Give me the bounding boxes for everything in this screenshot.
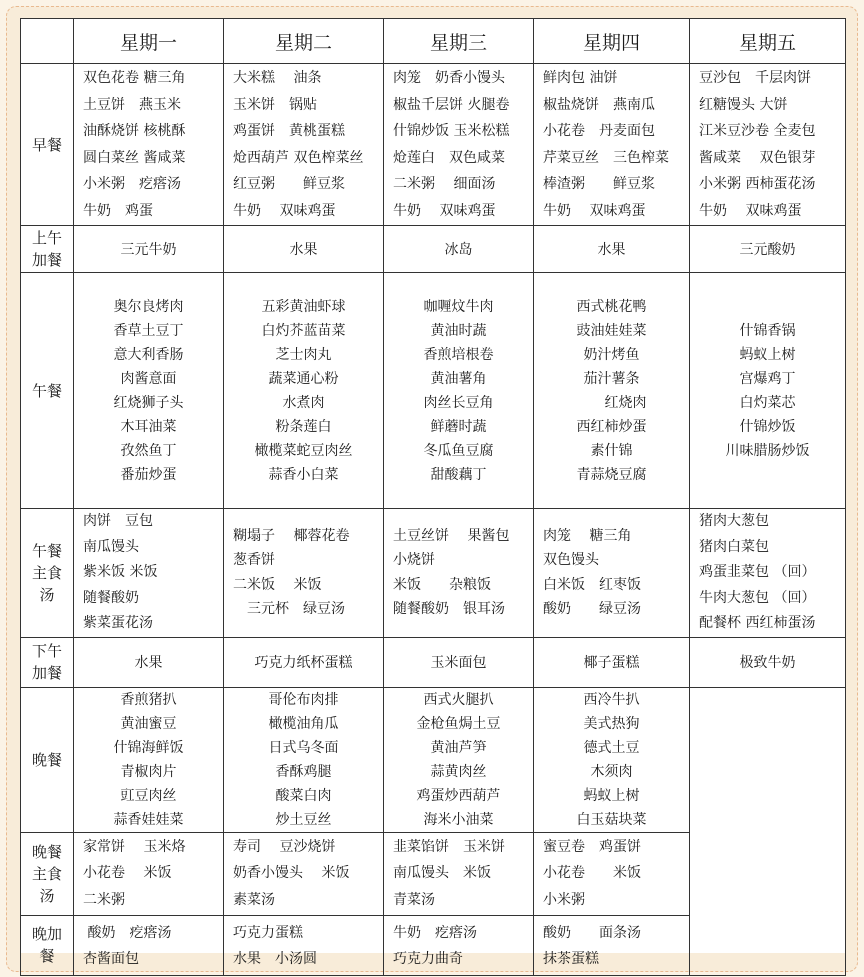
menu-item: 糊塌子 椰蓉花卷 [233,527,350,544]
meal-label [21,915,74,975]
dinner-cell [384,687,534,832]
menu-item: 炝西葫芦 双色榨菜丝 [233,149,364,166]
menu-item: 黄油芦笋 [430,739,487,756]
menu-item: 椒盐烧饼 燕南瓜 [543,96,655,113]
menu-item: 寿司 豆沙烧饼 [233,838,336,855]
menu-item: 肉笼 糖三角 [543,527,632,544]
menu-item: 葱香饼 [233,552,275,569]
menu-item: 豉油娃娃菜 [576,322,647,339]
am-snack-row [21,226,846,273]
pm-snack-cell: 椰子蛋糕 [534,637,690,687]
menu-item: 鸡蛋韭菜包 （回） [699,564,816,580]
menu-item: 宫爆鸡丁 [739,370,796,387]
menu-item: 咖喱炆牛肉 [423,298,494,315]
lunch-staple-cell [384,509,534,638]
lunch-cell [534,273,690,509]
menu-item: 素什锦 [590,442,633,459]
lunch-cell [384,273,534,509]
day-header: 星期四 [534,19,690,64]
meal-label [21,509,74,638]
lunch-cell [690,273,846,509]
pm-snack-cell: 玉米面包 [384,637,534,687]
dinner-staple-cell [224,832,384,915]
night-snack-cell [224,915,384,975]
pm-snack-row [21,637,846,687]
menu-item: 家常饼 玉米烙 [83,838,186,855]
menu-item: 冬瓜鱼豆腐 [423,442,494,459]
menu-item: 双色花卷 糖三角 [83,70,186,86]
lunch-cell [74,273,224,509]
menu-item: 海米小油菜 [423,811,494,828]
meal-label-line: 汤 [39,886,55,905]
menu-item: 肉笼 奶香小馒头 [393,70,505,86]
header-row [21,19,846,64]
menu-item: 牛奶 双味鸡蛋 [699,202,802,219]
menu-item: 小米粥 [543,891,585,908]
menu-item: 酸奶 疙瘩汤 [83,924,172,941]
breakfast-cell [74,64,224,226]
meal-label-line: 上午 [31,229,62,247]
menu-item: 美式热狗 [583,715,640,732]
menu-item: 酸菜白肉 [275,787,332,804]
menu-item: 芝士肉丸 [275,346,332,363]
menu-item: 红烧肉 [576,394,647,411]
dinner-staple-cell [74,832,224,915]
menu-item: 米饭 杂粮饭 [393,576,491,593]
menu-item: 猪肉大葱包 [699,513,769,529]
menu-item: 南瓜馒头 [83,538,139,555]
breakfast-cell [224,64,384,226]
menu-item: 白米饭 红枣饭 [543,576,641,593]
day-header: 星期二 [224,19,384,64]
menu-item: 牛奶 双味鸡蛋 [393,202,496,219]
menu-item: 二米粥 细面汤 [393,176,496,192]
menu-item: 青椒肉片 [120,763,177,780]
lunch-row [21,273,846,509]
meal-label-line: 汤 [39,585,55,604]
menu-item: 豆沙包 千层肉饼 [699,70,811,86]
menu-item: 小烧饼 [393,552,435,569]
menu-item: 紫菜蛋花汤 [83,615,153,631]
menu-item: 配餐杯 西红柿蛋汤 [699,615,816,631]
meal-label-line: 主食 [31,864,62,883]
menu-item: 江米豆沙卷 全麦包 [699,123,816,139]
pm-snack-cell: 水果 [74,637,224,687]
am-snack-cell: 冰岛 [384,226,534,273]
menu-item: 棒渣粥 鲜豆浆 [543,176,655,192]
menu-item: 酸奶 绿豆汤 [543,601,641,618]
menu-item: 甜酸藕丁 [430,466,487,483]
menu-item: 奶汁烤鱼 [583,346,640,363]
day-header: 星期一 [74,19,224,64]
menu-item: 粉条莲白 [275,418,332,435]
am-snack-cell: 水果 [534,226,690,273]
menu-item: 什锦海鲜饭 [113,739,184,756]
meal-label [21,226,74,273]
pm-snack-cell: 巧克力纸杯蛋糕 [224,637,384,687]
menu-item: 木须肉 [590,763,633,780]
menu-item: 香草土豆丁 [113,322,184,339]
menu-item: 牛奶 疙瘩汤 [393,924,477,941]
menu-item: 肉酱意面 [120,370,177,387]
menu-item: 白玉菇块菜 [576,811,647,828]
menu-item: 红糖馒头 大饼 [699,96,788,113]
menu-item: 小花卷 米饭 [543,865,641,882]
breakfast-row [21,64,846,226]
menu-item: 五彩黄油虾球 [261,298,346,315]
lunch-staple-cell [534,509,690,638]
menu-item: 金枪鱼焗土豆 [416,715,501,732]
menu-item: 鸡蛋炒西葫芦 [416,787,501,804]
corner-cell [21,19,74,64]
menu-item: 素菜汤 [233,891,275,908]
menu-item: 橄榄菜蛇豆肉丝 [254,442,353,459]
meal-label [21,832,74,915]
dinner-staple-cell [384,832,534,915]
meal-label-line: 主食 [31,563,62,582]
menu-item: 韭菜馅饼 玉米饼 [393,838,505,855]
menu-item: 二米饭 米饭 [233,576,322,593]
breakfast-cell [690,64,846,226]
menu-item: 南瓜馒头 米饭 [393,865,491,882]
menu-item: 二米粥 [83,891,125,908]
menu-item: 蒜香小白菜 [268,466,339,483]
menu-item: 水煮肉 [282,394,325,411]
menu-item: 小花卷 丹麦面包 [543,123,655,139]
menu-item: 木耳油菜 [120,418,177,435]
menu-item: 小米粥 疙瘩汤 [83,176,181,192]
meal-label-line: 晚餐 [31,842,62,861]
menu-item: 什锦炒饭 [739,418,796,435]
dinner-row [21,687,846,832]
menu-item: 蚂蚁上树 [583,787,640,804]
menu-item: 巧克力蛋糕 [233,924,303,941]
menu-item: 德式土豆 [583,739,640,756]
menu-item: 红烧狮子头 [113,394,184,411]
menu-item: 香煎猪扒 [120,691,177,708]
menu-item: 椒盐千层饼 火腿卷 [393,96,510,113]
menu-item: 白灼菜芯 [739,394,796,411]
menu-item: 巧克力曲奇 [393,951,463,967]
menu-item: 白灼芥蓝苗菜 [261,322,346,339]
menu-item: 小米粥 西柿蛋花汤 [699,176,816,192]
lunch-staple-cell [74,509,224,638]
menu-item: 鸡蛋饼 黄桃蛋糕 [233,123,345,139]
menu-item: 茄汁薯条 [583,370,640,387]
menu-sheet [20,18,845,967]
menu-item: 土豆丝饼 果酱包 [393,527,510,544]
dinner-cell [224,687,384,832]
menu-item: 酸奶 面条汤 [543,924,641,941]
dinner-cell [74,687,224,832]
menu-item: 西红柿炒蛋 [576,418,647,435]
menu-item: 香酥鸡腿 [275,763,332,780]
menu-item: 三元杯 绿豆汤 [233,601,345,618]
dinner-staple-cell [534,832,690,915]
menu-item: 双色馒头 [543,552,599,569]
meal-label-line: 下午 [31,642,62,660]
menu-item: 抹茶蛋糕 [543,951,599,967]
menu-item: 蚂蚁上树 [739,346,796,363]
menu-item: 蒜黄肉丝 [430,763,487,780]
menu-item: 牛奶 鸡蛋 [83,202,153,219]
menu-item: 奥尔良烤肉 [113,298,184,315]
menu-item: 孜然鱼丁 [120,442,177,459]
menu-item: 黄油时蔬 [430,322,487,339]
menu-item: 西冷牛扒 [583,691,640,708]
menu-item: 川味腊肠炒饭 [725,442,810,459]
meal-label: 午餐 [21,273,74,509]
night-snack-cell [384,915,534,975]
am-snack-cell: 水果 [224,226,384,273]
menu-item: 杏酱面包 [83,951,139,967]
menu-item: 水果 小汤圆 [233,951,317,967]
breakfast-cell [534,64,690,226]
dinner-cell [534,687,690,832]
menu-item: 酱咸菜 双色银芽 [699,149,816,166]
am-snack-cell: 三元酸奶 [690,226,846,273]
menu-item: 日式乌冬面 [268,739,339,756]
day-header: 星期五 [690,19,846,64]
breakfast-cell [384,64,534,226]
menu-item: 芹菜豆丝 三色榨菜 [543,149,669,166]
menu-item: 油酥烧饼 核桃酥 [83,123,186,139]
menu-item: 鲜肉包 油饼 [543,70,618,86]
lunch-cell [224,273,384,509]
menu-item: 青蒜烧豆腐 [576,466,647,483]
menu-item: 土豆饼 燕玉米 [83,96,181,113]
menu-item: 炝莲白 双色咸菜 [393,149,505,166]
menu-item: 圆白菜丝 酱咸菜 [83,149,186,166]
menu-item: 炒土豆丝 [275,811,332,828]
menu-item: 青菜汤 [393,891,435,908]
menu-item: 什锦炒饭 玉米松糕 [393,123,510,139]
menu-item: 奶香小馒头 米饭 [233,865,350,882]
meal-label-line: 晚加 [31,925,62,943]
meal-label-line: 午餐 [31,541,62,560]
menu-item: 肉饼 豆包 [83,513,153,529]
menu-item: 蒜香娃娃菜 [113,811,184,828]
lunch-staple-row [21,509,846,638]
am-snack-cell: 三元牛奶 [74,226,224,273]
menu-item: 橄榄油角瓜 [268,715,339,732]
menu-item: 随餐酸奶 [83,589,139,606]
menu-item: 红豆粥 鲜豆浆 [233,176,345,192]
meal-label-line: 餐 [39,947,55,965]
menu-item: 随餐酸奶 银耳汤 [393,601,505,618]
night-snack-cell [74,915,224,975]
weekly-menu-table [20,18,846,976]
menu-item: 牛肉大葱包 （回） [699,589,816,606]
menu-item: 牛奶 双味鸡蛋 [233,202,336,219]
menu-item: 小花卷 米饭 [83,865,172,882]
friday-evening-empty-cell [690,687,846,975]
day-header: 星期三 [384,19,534,64]
pm-snack-cell: 极致牛奶 [690,637,846,687]
menu-item: 黄油薯角 [430,370,487,387]
menu-item: 什锦香锅 [739,322,796,339]
menu-item: 牛奶 双味鸡蛋 [543,202,646,219]
menu-item: 猪肉白菜包 [699,538,769,555]
menu-item: 番茄炒蛋 [120,466,177,483]
meal-label [21,637,74,687]
menu-item: 黄油蜜豆 [120,715,177,732]
menu-item: 蜜豆卷 鸡蛋饼 [543,838,641,855]
menu-item: 豇豆肉丝 [120,787,177,804]
menu-item: 意大利香肠 [113,346,184,363]
menu-item: 大米糕 油条 [233,70,322,86]
menu-item: 鲜蘑时蔬 [430,418,487,435]
menu-item: 香煎培根卷 [423,346,494,363]
meal-label: 早餐 [21,64,74,226]
menu-item: 蔬菜通心粉 [268,370,339,387]
menu-item: 玉米饼 锅贴 [233,96,317,113]
lunch-staple-cell [690,509,846,638]
night-snack-cell [534,915,690,975]
menu-item: 紫米饭 米饭 [83,564,158,580]
meal-label-line: 加餐 [31,251,62,269]
menu-item: 肉丝长豆角 [423,394,494,411]
menu-item: 西式桃花鸭 [576,298,647,315]
menu-item: 西式火腿扒 [423,691,494,708]
lunch-staple-cell [224,509,384,638]
menu-item: 哥伦布肉排 [268,691,339,708]
meal-label: 晚餐 [21,687,74,832]
meal-label-line: 加餐 [31,664,62,682]
